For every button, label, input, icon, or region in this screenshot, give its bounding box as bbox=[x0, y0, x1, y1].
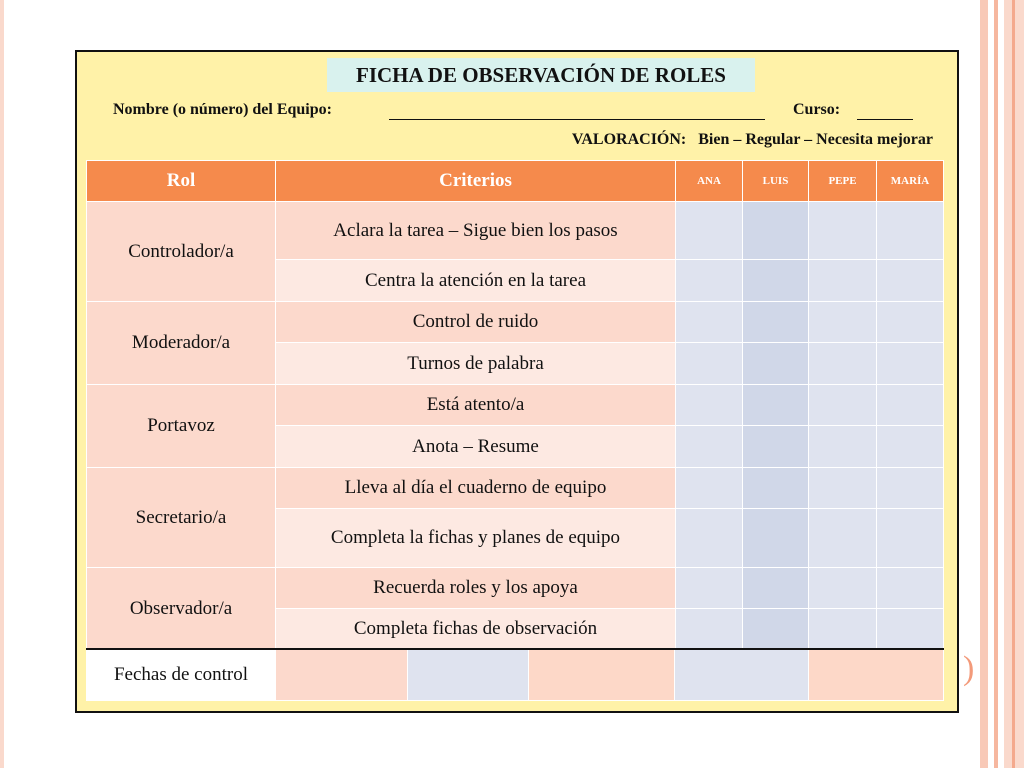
score-cell[interactable] bbox=[743, 343, 809, 385]
date-cell[interactable] bbox=[529, 649, 675, 701]
role-cell: Controlador/a bbox=[87, 202, 276, 302]
role-cell: Secretario/a bbox=[87, 468, 276, 568]
score-cell[interactable] bbox=[809, 509, 877, 568]
score-cell[interactable] bbox=[877, 202, 944, 260]
score-cell[interactable] bbox=[877, 260, 944, 302]
score-cell[interactable] bbox=[877, 568, 944, 609]
criterion-cell: Centra la atención en la tarea bbox=[276, 260, 676, 302]
score-cell[interactable] bbox=[877, 385, 944, 426]
sheet-title: FICHA DE OBSERVACIÓN DE ROLES bbox=[327, 58, 755, 92]
score-cell[interactable] bbox=[877, 509, 944, 568]
decorative-stripe bbox=[1012, 0, 1015, 768]
role-cell: Observador/a bbox=[87, 568, 276, 650]
score-cell[interactable] bbox=[809, 568, 877, 609]
valoracion-legend: VALORACIÓN: Bien – Regular – Necesita mejorar bbox=[571, 131, 933, 148]
criterion-cell: Lleva al día el cuaderno de equipo bbox=[276, 468, 676, 509]
course-label: Curso: bbox=[793, 101, 841, 118]
decorative-stripe bbox=[994, 0, 998, 768]
score-cell[interactable] bbox=[676, 260, 743, 302]
score-cell[interactable] bbox=[743, 426, 809, 468]
score-cell[interactable] bbox=[676, 426, 743, 468]
score-cell[interactable] bbox=[809, 202, 877, 260]
score-cell[interactable] bbox=[676, 568, 743, 609]
score-cell[interactable] bbox=[743, 468, 809, 509]
score-cell[interactable] bbox=[809, 302, 877, 343]
score-cell[interactable] bbox=[877, 426, 944, 468]
roles-table bbox=[86, 160, 944, 650]
score-cell[interactable] bbox=[676, 385, 743, 426]
score-cell[interactable] bbox=[743, 509, 809, 568]
score-cell[interactable] bbox=[877, 343, 944, 385]
team-name-label: Nombre (o número) del Equipo: bbox=[113, 101, 332, 118]
course-field[interactable] bbox=[857, 119, 913, 120]
role-cell: Portavoz bbox=[87, 385, 276, 468]
score-cell[interactable] bbox=[809, 385, 877, 426]
left-border-stripe bbox=[0, 0, 4, 768]
score-cell[interactable] bbox=[809, 343, 877, 385]
score-cell[interactable] bbox=[676, 468, 743, 509]
header-member-luis: LUIS bbox=[743, 161, 809, 202]
score-cell[interactable] bbox=[877, 302, 944, 343]
header-member-ana: ANA bbox=[676, 161, 743, 202]
score-cell[interactable] bbox=[809, 260, 877, 302]
score-cell[interactable] bbox=[809, 468, 877, 509]
score-cell[interactable] bbox=[877, 468, 944, 509]
score-cell[interactable] bbox=[743, 302, 809, 343]
criterion-cell: Está atento/a bbox=[276, 385, 676, 426]
team-name-field[interactable] bbox=[389, 119, 765, 120]
score-cell[interactable] bbox=[676, 509, 743, 568]
score-cell[interactable] bbox=[676, 609, 743, 650]
score-cell[interactable] bbox=[809, 426, 877, 468]
criterion-cell: Anota – Resume bbox=[276, 426, 676, 468]
role-cell: Moderador/a bbox=[87, 302, 276, 385]
score-cell[interactable] bbox=[676, 302, 743, 343]
criterion-cell: Control de ruido bbox=[276, 302, 676, 343]
header-criterios: Criterios bbox=[276, 161, 676, 202]
decorative-stripe bbox=[980, 0, 988, 768]
date-cell[interactable] bbox=[809, 649, 944, 701]
header-member-maria: MARÍA bbox=[877, 161, 944, 202]
score-cell[interactable] bbox=[676, 202, 743, 260]
date-cell[interactable] bbox=[675, 649, 809, 701]
header-member-pepe: PEPE bbox=[809, 161, 877, 202]
decorative-parenthesis: ) bbox=[963, 650, 975, 687]
score-cell[interactable] bbox=[743, 385, 809, 426]
score-cell[interactable] bbox=[877, 609, 944, 650]
score-cell[interactable] bbox=[743, 260, 809, 302]
date-cell[interactable] bbox=[408, 649, 529, 701]
criterion-cell: Completa la fichas y planes de equipo bbox=[276, 509, 676, 568]
score-cell[interactable] bbox=[743, 202, 809, 260]
score-cell[interactable] bbox=[809, 609, 877, 650]
criterion-cell: Turnos de palabra bbox=[276, 343, 676, 385]
observation-sheet bbox=[75, 50, 959, 713]
control-dates-table bbox=[86, 648, 944, 701]
score-cell[interactable] bbox=[676, 343, 743, 385]
header-rol: Rol bbox=[87, 161, 276, 202]
score-cell[interactable] bbox=[743, 609, 809, 650]
control-dates-label: Fechas de control bbox=[87, 649, 276, 701]
date-cell[interactable] bbox=[276, 649, 408, 701]
criterion-cell: Aclara la tarea – Sigue bien los pasos bbox=[276, 202, 676, 260]
criterion-cell: Recuerda roles y los apoya bbox=[276, 568, 676, 609]
criterion-cell: Completa fichas de observación bbox=[276, 609, 676, 650]
score-cell[interactable] bbox=[743, 568, 809, 609]
